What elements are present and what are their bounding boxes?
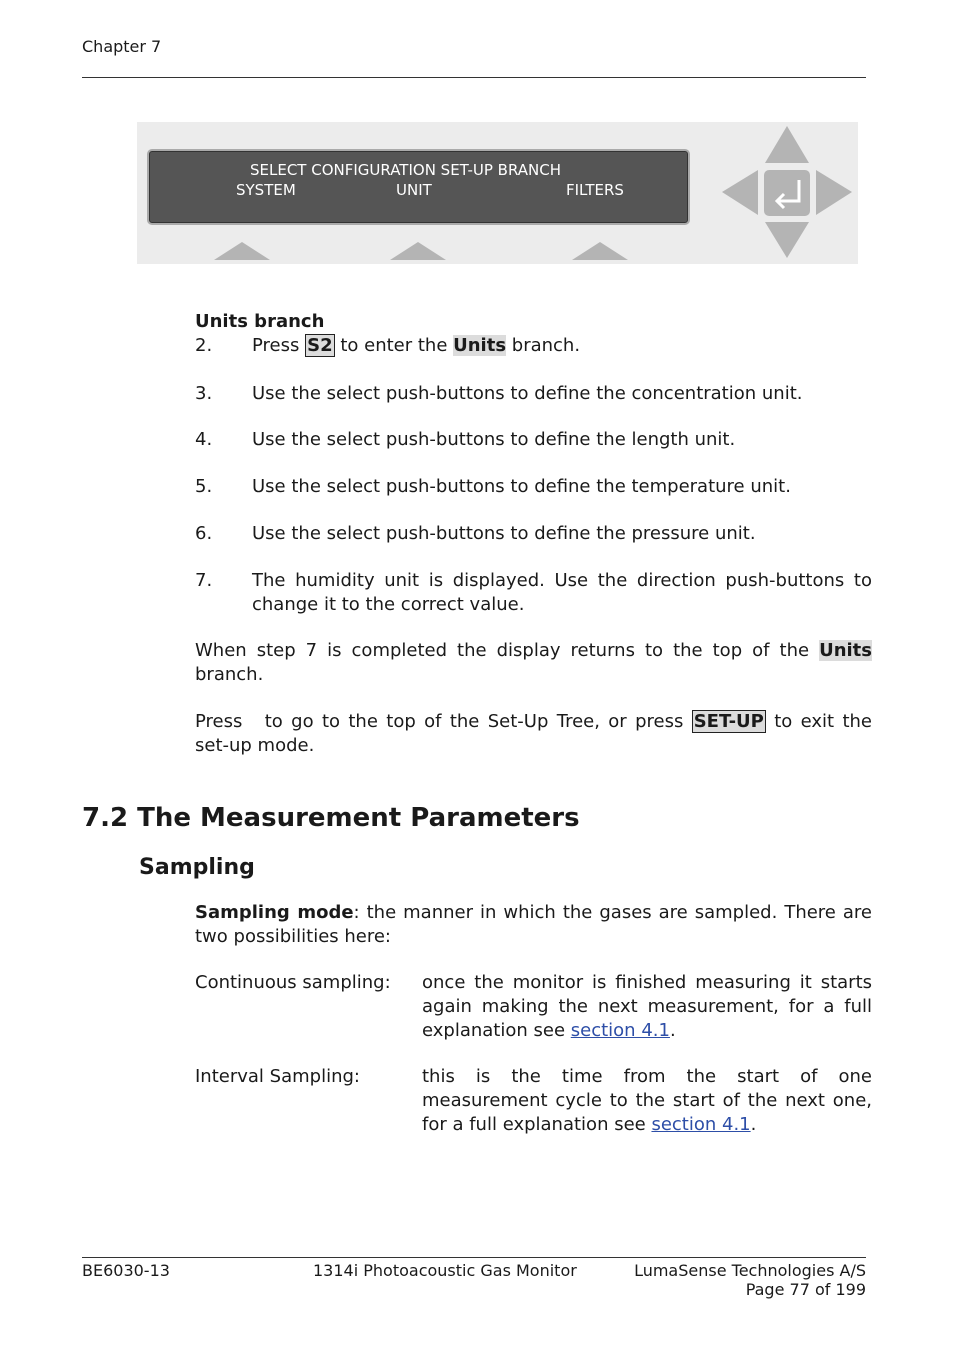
section-subtitle: Sampling xyxy=(139,855,255,880)
softkey-s1-icon[interactable] xyxy=(214,242,270,260)
step-text: The humidity unit is displayed. Use the direction push-buttons to change it to the correct value. xyxy=(252,570,872,615)
step-number: 6. xyxy=(195,523,213,544)
continuous-label: Continuous sampling: xyxy=(195,972,391,993)
lcd-option-system: SYSTEM xyxy=(236,181,296,199)
down-arrow-icon[interactable] xyxy=(765,222,809,258)
right-arrow-icon[interactable] xyxy=(816,170,852,215)
section-4-1-link[interactable]: section 4.1 xyxy=(570,1020,670,1041)
step-text: Press S2 to enter the Units branch. xyxy=(252,335,581,356)
enter-button[interactable] xyxy=(764,170,810,216)
footer-product: 1314i Photoacoustic Gas Monitor xyxy=(313,1261,577,1280)
interval-description: this is the time from the start of one measurement cycle to the start of the next one, for a full explanation see section 4.1. xyxy=(422,1066,872,1135)
s2-key: S2 xyxy=(307,335,333,356)
footer-doc-id: BE6030-13 xyxy=(82,1261,170,1280)
units-heading: Units branch xyxy=(195,311,325,332)
chapter-header: Chapter 7 xyxy=(82,37,162,56)
step-number: 2. xyxy=(195,335,213,356)
sampling-mode-label: Sampling mode xyxy=(195,902,354,923)
softkey-s2-icon[interactable] xyxy=(390,242,446,260)
step-text: Use the select push-buttons to define the temperature unit. xyxy=(252,476,791,497)
footer-rule xyxy=(82,1257,866,1258)
panel-buttons xyxy=(137,122,858,264)
step-text: Use the select push-buttons to define the pressure unit. xyxy=(252,523,756,544)
exit-paragraph: Press to go to the top of the Set-Up Tree, or press SET-UP to exit the set-up mode. xyxy=(195,711,873,756)
header-rule xyxy=(82,77,866,78)
footer-company: LumaSense Technologies A/S xyxy=(634,1261,866,1280)
step-number: 7. xyxy=(195,570,213,591)
step-number: 3. xyxy=(195,383,213,404)
lcd-line-1: SELECT CONFIGURATION SET-UP BRANCH xyxy=(250,161,562,179)
lcd-option-filters: FILTERS xyxy=(566,181,624,199)
units-highlight: Units xyxy=(819,640,872,661)
return-paragraph: When step 7 is completed the display returns to the top of the Units branch. xyxy=(195,640,872,685)
interval-label: Interval Sampling: xyxy=(195,1066,360,1087)
units-highlight: Units xyxy=(453,335,507,356)
sampling-mode-paragraph: Sampling mode: the manner in which the gases are sampled. There are two possibilities here: xyxy=(195,902,872,947)
lcd-option-unit: UNIT xyxy=(396,181,432,199)
softkey-s3-icon[interactable] xyxy=(572,242,628,260)
setup-key: SET-UP xyxy=(693,711,764,732)
section-title: 7.2 The Measurement Parameters xyxy=(82,803,580,833)
step-text: Use the select push-buttons to define the length unit. xyxy=(252,429,736,450)
continuous-description: once the monitor is finished measuring it starts again making the next measurement, for a full explanation see section 4.1. xyxy=(422,972,872,1041)
step-number: 4. xyxy=(195,429,213,450)
section-4-1-link[interactable]: section 4.1 xyxy=(651,1114,751,1135)
step-number: 5. xyxy=(195,476,213,497)
left-arrow-icon[interactable] xyxy=(722,170,758,215)
up-arrow-icon[interactable] xyxy=(765,126,809,163)
step-text: Use the select push-buttons to define the concentration unit. xyxy=(252,383,803,404)
footer-page-number: Page 77 of 199 xyxy=(745,1280,866,1299)
